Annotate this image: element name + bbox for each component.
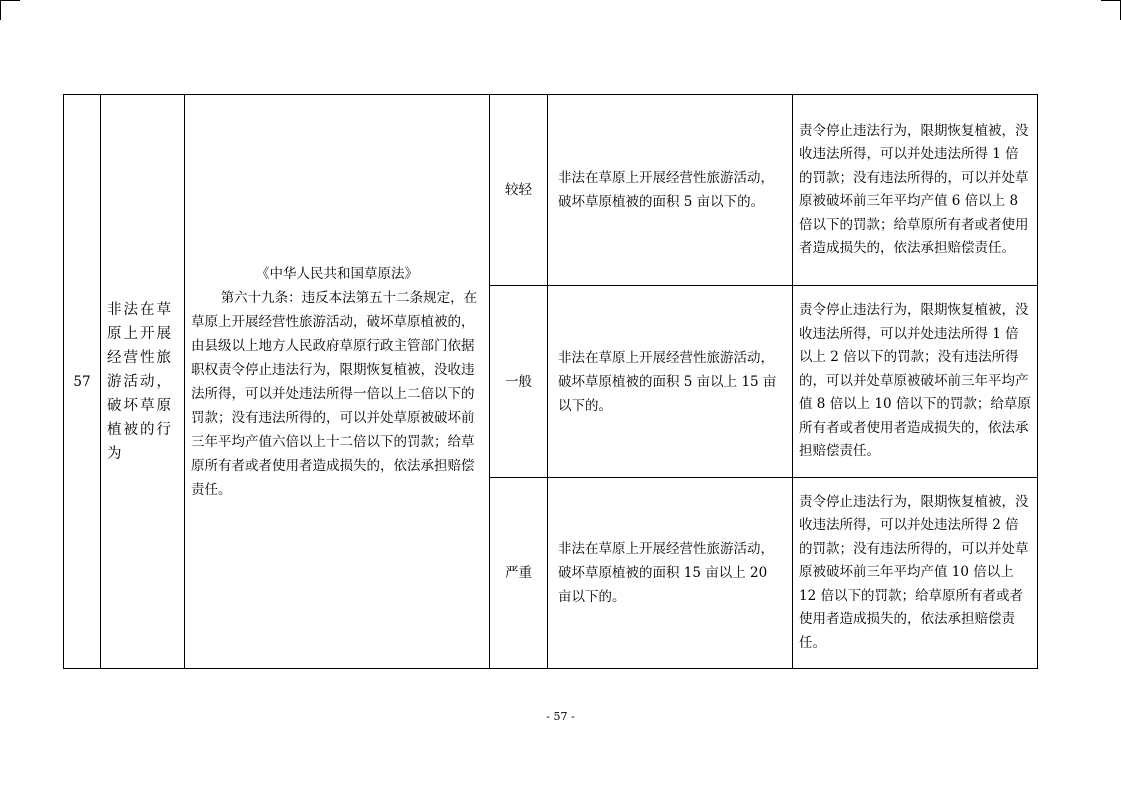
severity-level: 较轻 bbox=[490, 95, 548, 286]
crop-mark bbox=[1101, 0, 1121, 1]
severity-level: 一般 bbox=[490, 286, 548, 478]
law-title: 《中华人民共和国草原法》 bbox=[256, 265, 418, 282]
severity-level: 严重 bbox=[490, 478, 548, 669]
table-row bbox=[64, 95, 1038, 286]
legal-basis bbox=[185, 95, 490, 669]
penalty: 责令停止违法行为，限期恢复植被，没收违法所得，可以并处违法所得 1 倍的罚款；没有违法所得的，可以并处草原被破坏前三年平均产值 6 倍以上 8 倍以下的罚款；给草原所有者或者使用者造成损失的，依法承担赔偿责任。 bbox=[793, 95, 1038, 286]
crop-mark bbox=[0, 0, 1, 20]
row-number: 57 bbox=[64, 95, 101, 669]
page-number: - 57 - bbox=[546, 710, 575, 723]
penalty-standards-table bbox=[63, 94, 1038, 669]
circumstance: 非法在草原上开展经营性旅游活动，破坏草原植被的面积 5 亩以下的。 bbox=[548, 95, 793, 286]
crop-mark bbox=[0, 0, 20, 1]
violation-behavior: 非法在草原上开展经营性旅游活动，破坏草原植被的行为 bbox=[101, 95, 185, 669]
law-article: 第六十九条：违反本法第五十二条规定，在草原上开展经营性旅游活动，破坏草原植被的，由县级以上地方人民政府草原行政主管部门依据职权责令停止违法行为，限期恢复植被，没收违法所得，可以并处违法所得一倍以上二倍以下的罚款；没有违法所得的，可以并处草原被破坏前三年平均产值六倍以上十二倍以下的罚款；给草原所有者或者使用者造成损失的，依法承担赔偿责任。 bbox=[191, 289, 478, 498]
circumstance: 非法在草原上开展经营性旅游活动，破坏草原植被的面积 5 亩以上 15 亩以下的。 bbox=[548, 286, 793, 478]
penalty: 责令停止违法行为，限期恢复植被，没收违法所得，可以并处违法所得 2 倍的罚款；没有违法所得的，可以并处草原被破坏前三年平均产值 10 倍以上 12 倍以下的罚款；给草原所有者或者使用者造成损失的，依法承担赔偿责任。 bbox=[793, 478, 1038, 669]
penalty: 责令停止违法行为，限期恢复植被，没收违法所得，可以并处违法所得 1 倍以上 2 倍以下的罚款；没有违法所得的，可以并处草原被破坏前三年平均产值 8 倍以上 10 倍以下的罚款；给草原所有者或者使用者造成损失的，依法承担赔偿责任。 bbox=[793, 286, 1038, 478]
circumstance: 非法在草原上开展经营性旅游活动，破坏草原植被的面积 15 亩以上 20 亩以下的。 bbox=[548, 478, 793, 669]
